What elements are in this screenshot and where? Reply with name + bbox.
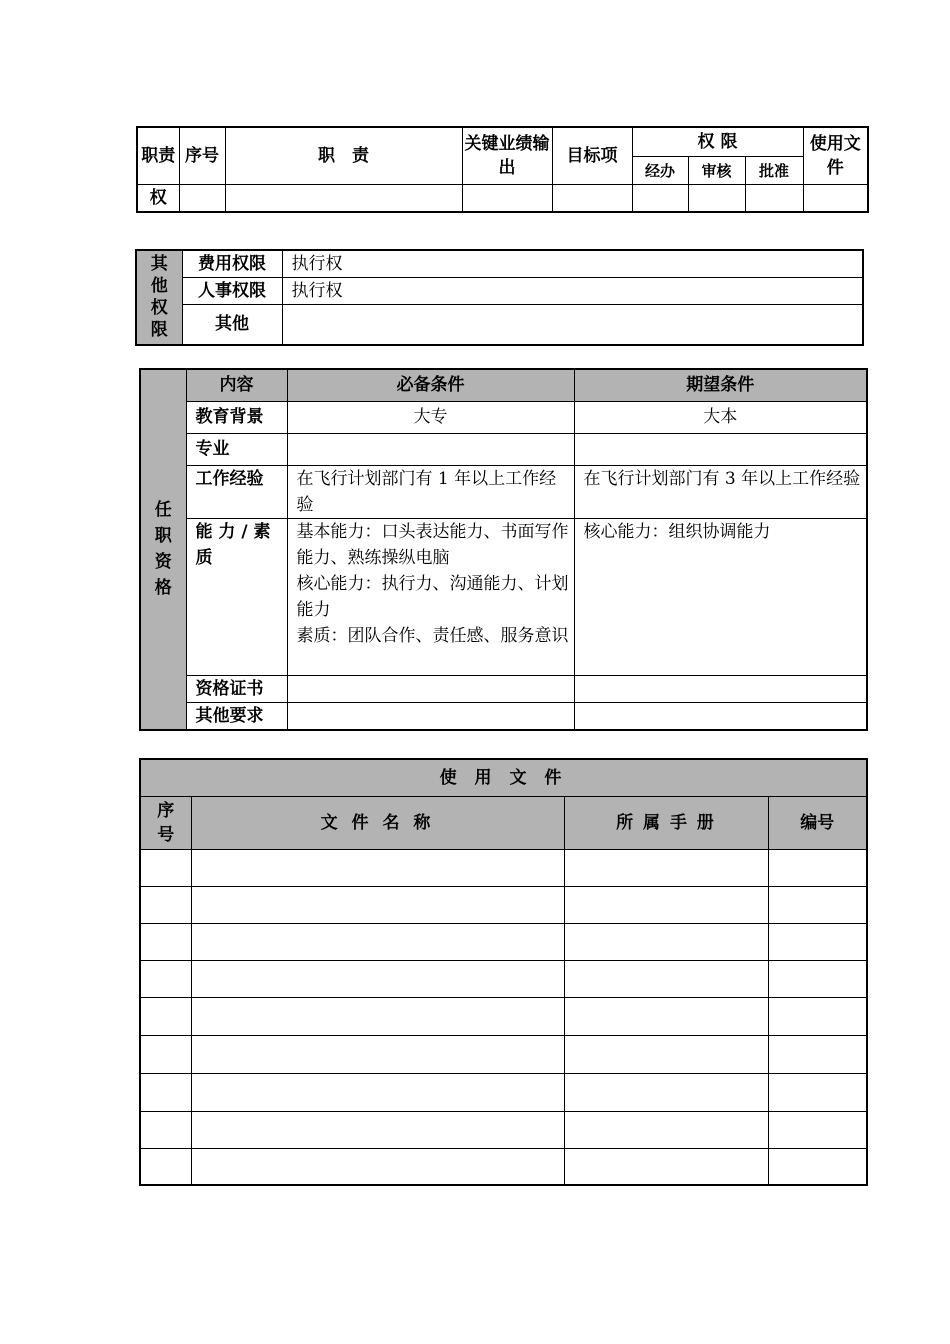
qual-desired: 在飞行计划部门有 3 年以上工作经验: [574, 465, 867, 518]
doc-header-manual: 所 属 手 册: [564, 796, 768, 849]
col-duty: 职 责: [225, 127, 462, 185]
doc-header-name: 文 件 名 称: [191, 796, 564, 849]
doc-cell: [140, 1035, 191, 1073]
doc-header-number: 编号: [768, 796, 867, 849]
qual-item: 其他要求: [186, 702, 287, 730]
qual-item: 能 力 / 素质: [186, 518, 287, 675]
qual-required-line: 核心能力：执行力、沟通能力、计划能力: [296, 573, 569, 620]
empty-cell: [462, 185, 552, 213]
doc-cell: [564, 960, 768, 997]
doc-cell: [564, 1035, 768, 1073]
header-content: 内容: [186, 369, 287, 401]
authority-name: 人事权限: [182, 278, 282, 305]
doc-cell: [140, 1073, 191, 1111]
sub-handle: 经办: [632, 157, 688, 185]
doc-cell: [564, 1148, 768, 1185]
doc-cell: [191, 997, 564, 1035]
qual-desired: 大本: [574, 401, 867, 433]
doc-cell: [191, 960, 564, 997]
doc-cell: [768, 1148, 867, 1185]
col-seq: 序号: [179, 127, 225, 185]
qual-required: [287, 702, 574, 730]
doc-cell: [191, 923, 564, 960]
authority-name: 其他: [182, 305, 282, 345]
doc-cell: [140, 1111, 191, 1148]
qual-required: 在飞行计划部门有 1 年以上工作经验: [287, 465, 574, 518]
qual-item: 工作经验: [186, 465, 287, 518]
empty-cell: [552, 185, 632, 213]
doc-cell: [768, 1073, 867, 1111]
doc-cell: [191, 1148, 564, 1185]
qual-item: 资格证书: [186, 675, 287, 702]
qual-required-line: 基本能力：口头表达能力、书面写作能力、熟练操纵电脑: [296, 521, 569, 568]
other-authority-table: [135, 249, 864, 346]
empty-cell: [632, 185, 688, 213]
doc-cell: [140, 849, 191, 886]
doc-cell: [191, 1073, 564, 1111]
duties-table: [136, 126, 869, 213]
empty-cell: [688, 185, 745, 213]
qual-required-line: 素质：团队合作、责任感、服务意识: [296, 625, 569, 646]
doc-cell: [140, 923, 191, 960]
other-authority-label: 其他权限: [136, 250, 182, 345]
doc-cell: [140, 997, 191, 1035]
doc-cell: [564, 849, 768, 886]
qual-required: 大专: [287, 401, 574, 433]
empty-cell: [179, 185, 225, 213]
doc-cell: [768, 886, 867, 923]
col-authority: 权 限: [632, 127, 803, 157]
authority-value: 执行权: [282, 250, 863, 278]
doc-cell: [564, 923, 768, 960]
authority-name: 费用权限: [182, 250, 282, 278]
doc-cell: [191, 886, 564, 923]
qual-required: [287, 675, 574, 702]
qualifications-table: [139, 368, 868, 731]
doc-cell: [768, 960, 867, 997]
doc-cell: [768, 1111, 867, 1148]
duties-label-cont: 权: [137, 185, 179, 213]
doc-cell: [564, 1111, 768, 1148]
qual-item: 专业: [186, 433, 287, 465]
col-goal: 目标项: [552, 127, 632, 185]
header-required: 必备条件: [287, 369, 574, 401]
qual-item: 教育背景: [186, 401, 287, 433]
sub-review: 审核: [688, 157, 745, 185]
qual-desired: [574, 702, 867, 730]
doc-cell: [140, 886, 191, 923]
col-kpi: 关键业绩输出: [462, 127, 552, 185]
col-docs: 使用文件: [803, 127, 868, 185]
doc-cell: [564, 886, 768, 923]
qual-desired: 核心能力：组织协调能力: [574, 518, 867, 675]
doc-cell: [768, 1035, 867, 1073]
qual-desired: [574, 433, 867, 465]
qual-required: [287, 433, 574, 465]
duties-label: 职责: [137, 127, 179, 185]
qualifications-label: 任职资格: [140, 369, 186, 730]
sub-approve: 批准: [745, 157, 803, 185]
empty-cell: [745, 185, 803, 213]
header-desired: 期望条件: [574, 369, 867, 401]
doc-header-seq: 序号: [140, 796, 191, 849]
doc-cell: [140, 960, 191, 997]
doc-cell: [191, 849, 564, 886]
doc-cell: [768, 923, 867, 960]
authority-value: [282, 305, 863, 345]
doc-cell: [140, 1148, 191, 1185]
authority-value: 执行权: [282, 278, 863, 305]
doc-cell: [191, 1111, 564, 1148]
doc-cell: [191, 1035, 564, 1073]
doc-cell: [768, 849, 867, 886]
doc-cell: [564, 997, 768, 1035]
doc-cell: [564, 1073, 768, 1111]
qual-required: [287, 518, 574, 675]
empty-cell: [803, 185, 868, 213]
documents-title: 使 用 文 件: [140, 759, 867, 796]
empty-cell: [225, 185, 462, 213]
qual-desired: [574, 675, 867, 702]
doc-cell: [768, 997, 867, 1035]
documents-table: [139, 758, 868, 1186]
